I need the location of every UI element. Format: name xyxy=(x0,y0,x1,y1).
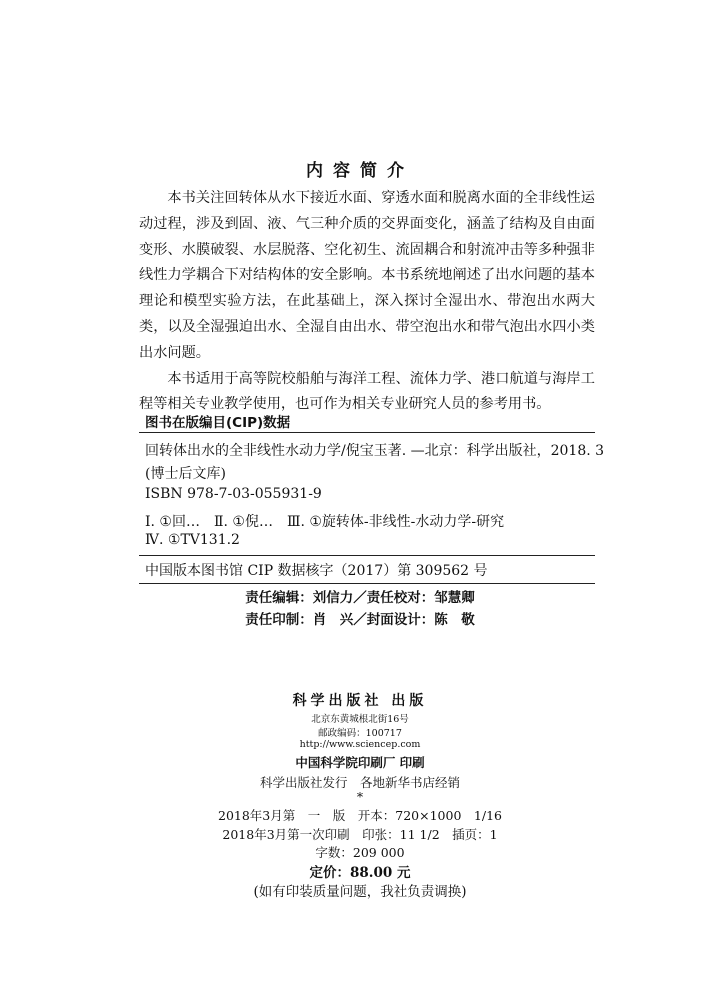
cip-bottom-rule xyxy=(139,583,595,584)
cip-heading: 图书在版编目(CIP)数据 xyxy=(145,415,291,431)
summary-title: 内容简介 xyxy=(306,161,414,181)
production-credits: 责任印制：肖 兴／封面设计：陈 敬 xyxy=(245,612,475,628)
printing-line: 2018年3月第一次印刷 印张：11 1/2 插页：1 xyxy=(222,827,498,842)
distribution-line: 科学出版社发行 各地新华书店经销 xyxy=(259,775,460,790)
cip-middle-rule xyxy=(139,555,595,556)
edition-line: 2018年3月第 一 版 开本：720×1000 1/16 xyxy=(218,808,502,823)
cip-line: ISBN 978-7-03-055931-9 xyxy=(145,486,322,502)
publisher-postcode: 邮政编码：100717 xyxy=(318,728,402,739)
word-count: 字数：209 000 xyxy=(315,845,405,860)
price: 定价：88.00 元 xyxy=(309,865,411,881)
cip-line: (博士后文库) xyxy=(145,466,226,482)
publisher-address: 北京东黄城根北街16号 xyxy=(311,714,409,725)
cip-line: Ⅰ. ①回… Ⅱ. ①倪… Ⅲ. ①旋转体-非线性-水动力学-研究 xyxy=(145,514,505,530)
summary-body xyxy=(139,186,595,418)
publisher-website: http://www.sciencep.com xyxy=(299,739,421,750)
cip-top-rule xyxy=(139,432,595,433)
quality-notice: (如有印装质量问题，我社负责调换) xyxy=(253,884,467,900)
separator-star: * xyxy=(356,789,364,804)
summary-paragraph: 本书适用于高等院校船舶与海洋工程、流体力学、港口航道与海岸工程等相关专业教学使用，也可作为相关专业研究人员的参考用书。 xyxy=(139,370,595,413)
editor-credits: 责任编辑：刘信力／责任校对：邹慧卿 xyxy=(245,590,475,606)
printer-name: 中国科学院印刷厂 印刷 xyxy=(295,755,425,770)
publisher-name: 科学出版社 出版 xyxy=(292,693,428,709)
cip-line: Ⅳ. ①TV131.2 xyxy=(145,532,240,548)
summary-paragraph: 本书关注回转体从水下接近水面、穿透水面和脱离水面的全非线性运动过程，涉及到固、液、气三种介质的交界面变化，涵盖了结构及自由面变形、水膜破裂、水层脱落、空化初生、流固耦合和射流冲击等多种强非线性力学耦合下对结构体的安全影响。本书系统地阐述了出水问题的基本理论和模型实验方法，在此基础上，深入探讨全湿出水、带泡出水两大类，以及全湿强迫出水、全湿自由出水、带空泡出水和带气泡出水四小类出水问题。 xyxy=(139,190,595,361)
cip-line: 回转体出水的全非线性水动力学/倪宝玉著. —北京：科学出版社，2018. 3 xyxy=(145,443,605,459)
cip-verification: 中国版本图书馆 CIP 数据核字（2017）第 309562 号 xyxy=(145,563,488,579)
